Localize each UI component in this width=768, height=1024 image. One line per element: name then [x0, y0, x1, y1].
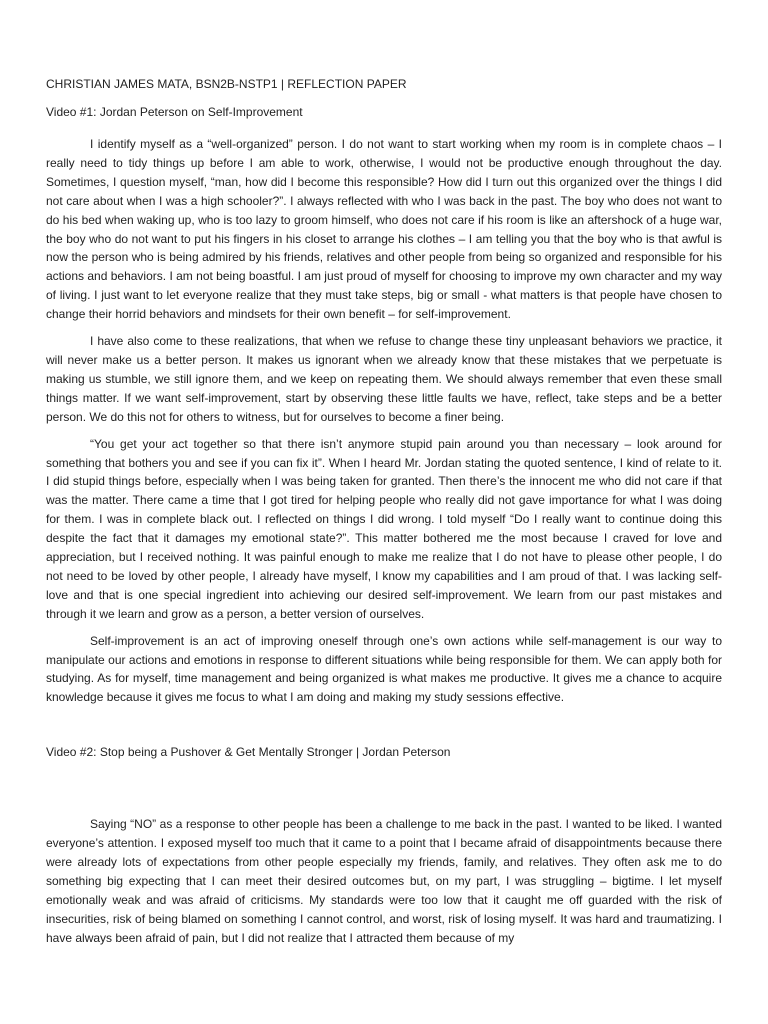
video-2-title: Video #2: Stop being a Pushover & Get Mentally Stronger | Jordan Peterson: [46, 745, 451, 760]
section-spacer: [46, 715, 722, 743]
video-1-paragraph-4: Self-improvement is an act of improving oneself through one’s own actions while self-management is our way to manipulate our actions and emotions in response to different situations while being responsible for them. We can apply both for studying. As for myself, time management and being organized is what makes me productive. It gives me a chance to acquire knowledge because it gives me focus to what I am doing and making my study sessions effective.: [46, 633, 722, 705]
video-2-paragraph-1: Saying “NO” as a response to other people has been a challenge to me back in the past. I wanted to be liked. I wanted everyone’s attention. I exposed myself too much that it came to a point that I became afraid of disappointments because there were already lots of expectations from other people especially my friends, family, and relatives. They often ask me to do something big expecting that I can meet their desired outcomes but, on my part, I was struggling – bigtime. I let myself emotionally weak and was afraid of criticisms. My standards were too low that it caught me off guarded with the risk of insecurities, risk of being blamed on something I cannot control, and worst, risk of losing myself. It was hard and traumatizing. I have always been afraid of pain, but I did not realize that I attracted them because of my: [46, 817, 722, 945]
video-1-title: Video #1: Jordan Peterson on Self-Improvement: [46, 105, 303, 119]
section-spacer: [46, 775, 722, 815]
video-1-paragraph-3: “You get your act together so that there isn’t anymore stupid pain around you than necessary – look around for something that bothers you and see if you can fix it”. When I heard Mr. Jordan stating the quoted sentence, I kind of relate to it. I did stupid things before, especially when I was being taken for granted. Then there’s the innocent me who did not care if that was the matter. There came a time that I got tired for helping people who really did not gave importance for what I was doing for them. I was in complete black out. I reflected on things I did wrong. I told myself “Do I really want to continue doing this despite the fact that it damages my emotional state?”. This matter bothered me the most because I craved for love and appreciation, but I received nothing. It was painful enough to make me realize that I do not have to please other people, I do not need to be loved by other people, I already have myself, I know my capabilities and I am proud of that. I was lacking self-love and that is one special ingredient into achieving our desired self-improvement. We learn from our past mistakes and through it we learn and grow as a person, a better version of ourselves.: [46, 436, 722, 621]
video-1-paragraph-1: I identify myself as a “well-organized” person. I do not want to start working when my room is in complete chaos – I really need to tidy things up before I am able to work, otherwise, I would not be productive enough throughout the day. Sometimes, I question myself, “man, how did I become this responsible? How did I turn out this organized over the things I did not care about when I was a high schooler?”. I always reflected with who I was back in the past. The boy who does not want to do his bed when waking up, who is too lazy to groom himself, who does not care if his room is like an aftershock of a huge war, the boy who do not want to put his fingers in his closet to arrange his clothes – I am telling you that the boy who is that awful is now the person who is being admired by his friends, relatives and other people from being so organized and responsible for his actions and behaviors. I am not being boastful. I am just proud of myself for choosing to improve my own character and my way of living. I just want to let everyone realize that they must take steps, big or small - what matters is that people have chosen to change their horrid behaviors and mindsets for their own benefit – for self-improvement.: [46, 137, 722, 322]
video-1-paragraph-2: I have also come to these realizations, that when we refuse to change these tiny unpleasant behaviors we practice, it will never make us a better person. It makes us ignorant when we already know that these mistakes that we perpetuate is making us stumble, we still ignore them, and we keep on repeating them. We should always remember that even these small things matter. If we want self-improvement, start by observing these little faults we have, reflect, take steps and be a better person. We do this not for others to witness, but for ourselves to become a finer being.: [46, 334, 722, 424]
paper-header: CHRISTIAN JAMES MATA, BSN2B-NSTP1 | REFLECTION PAPER: [46, 77, 407, 91]
